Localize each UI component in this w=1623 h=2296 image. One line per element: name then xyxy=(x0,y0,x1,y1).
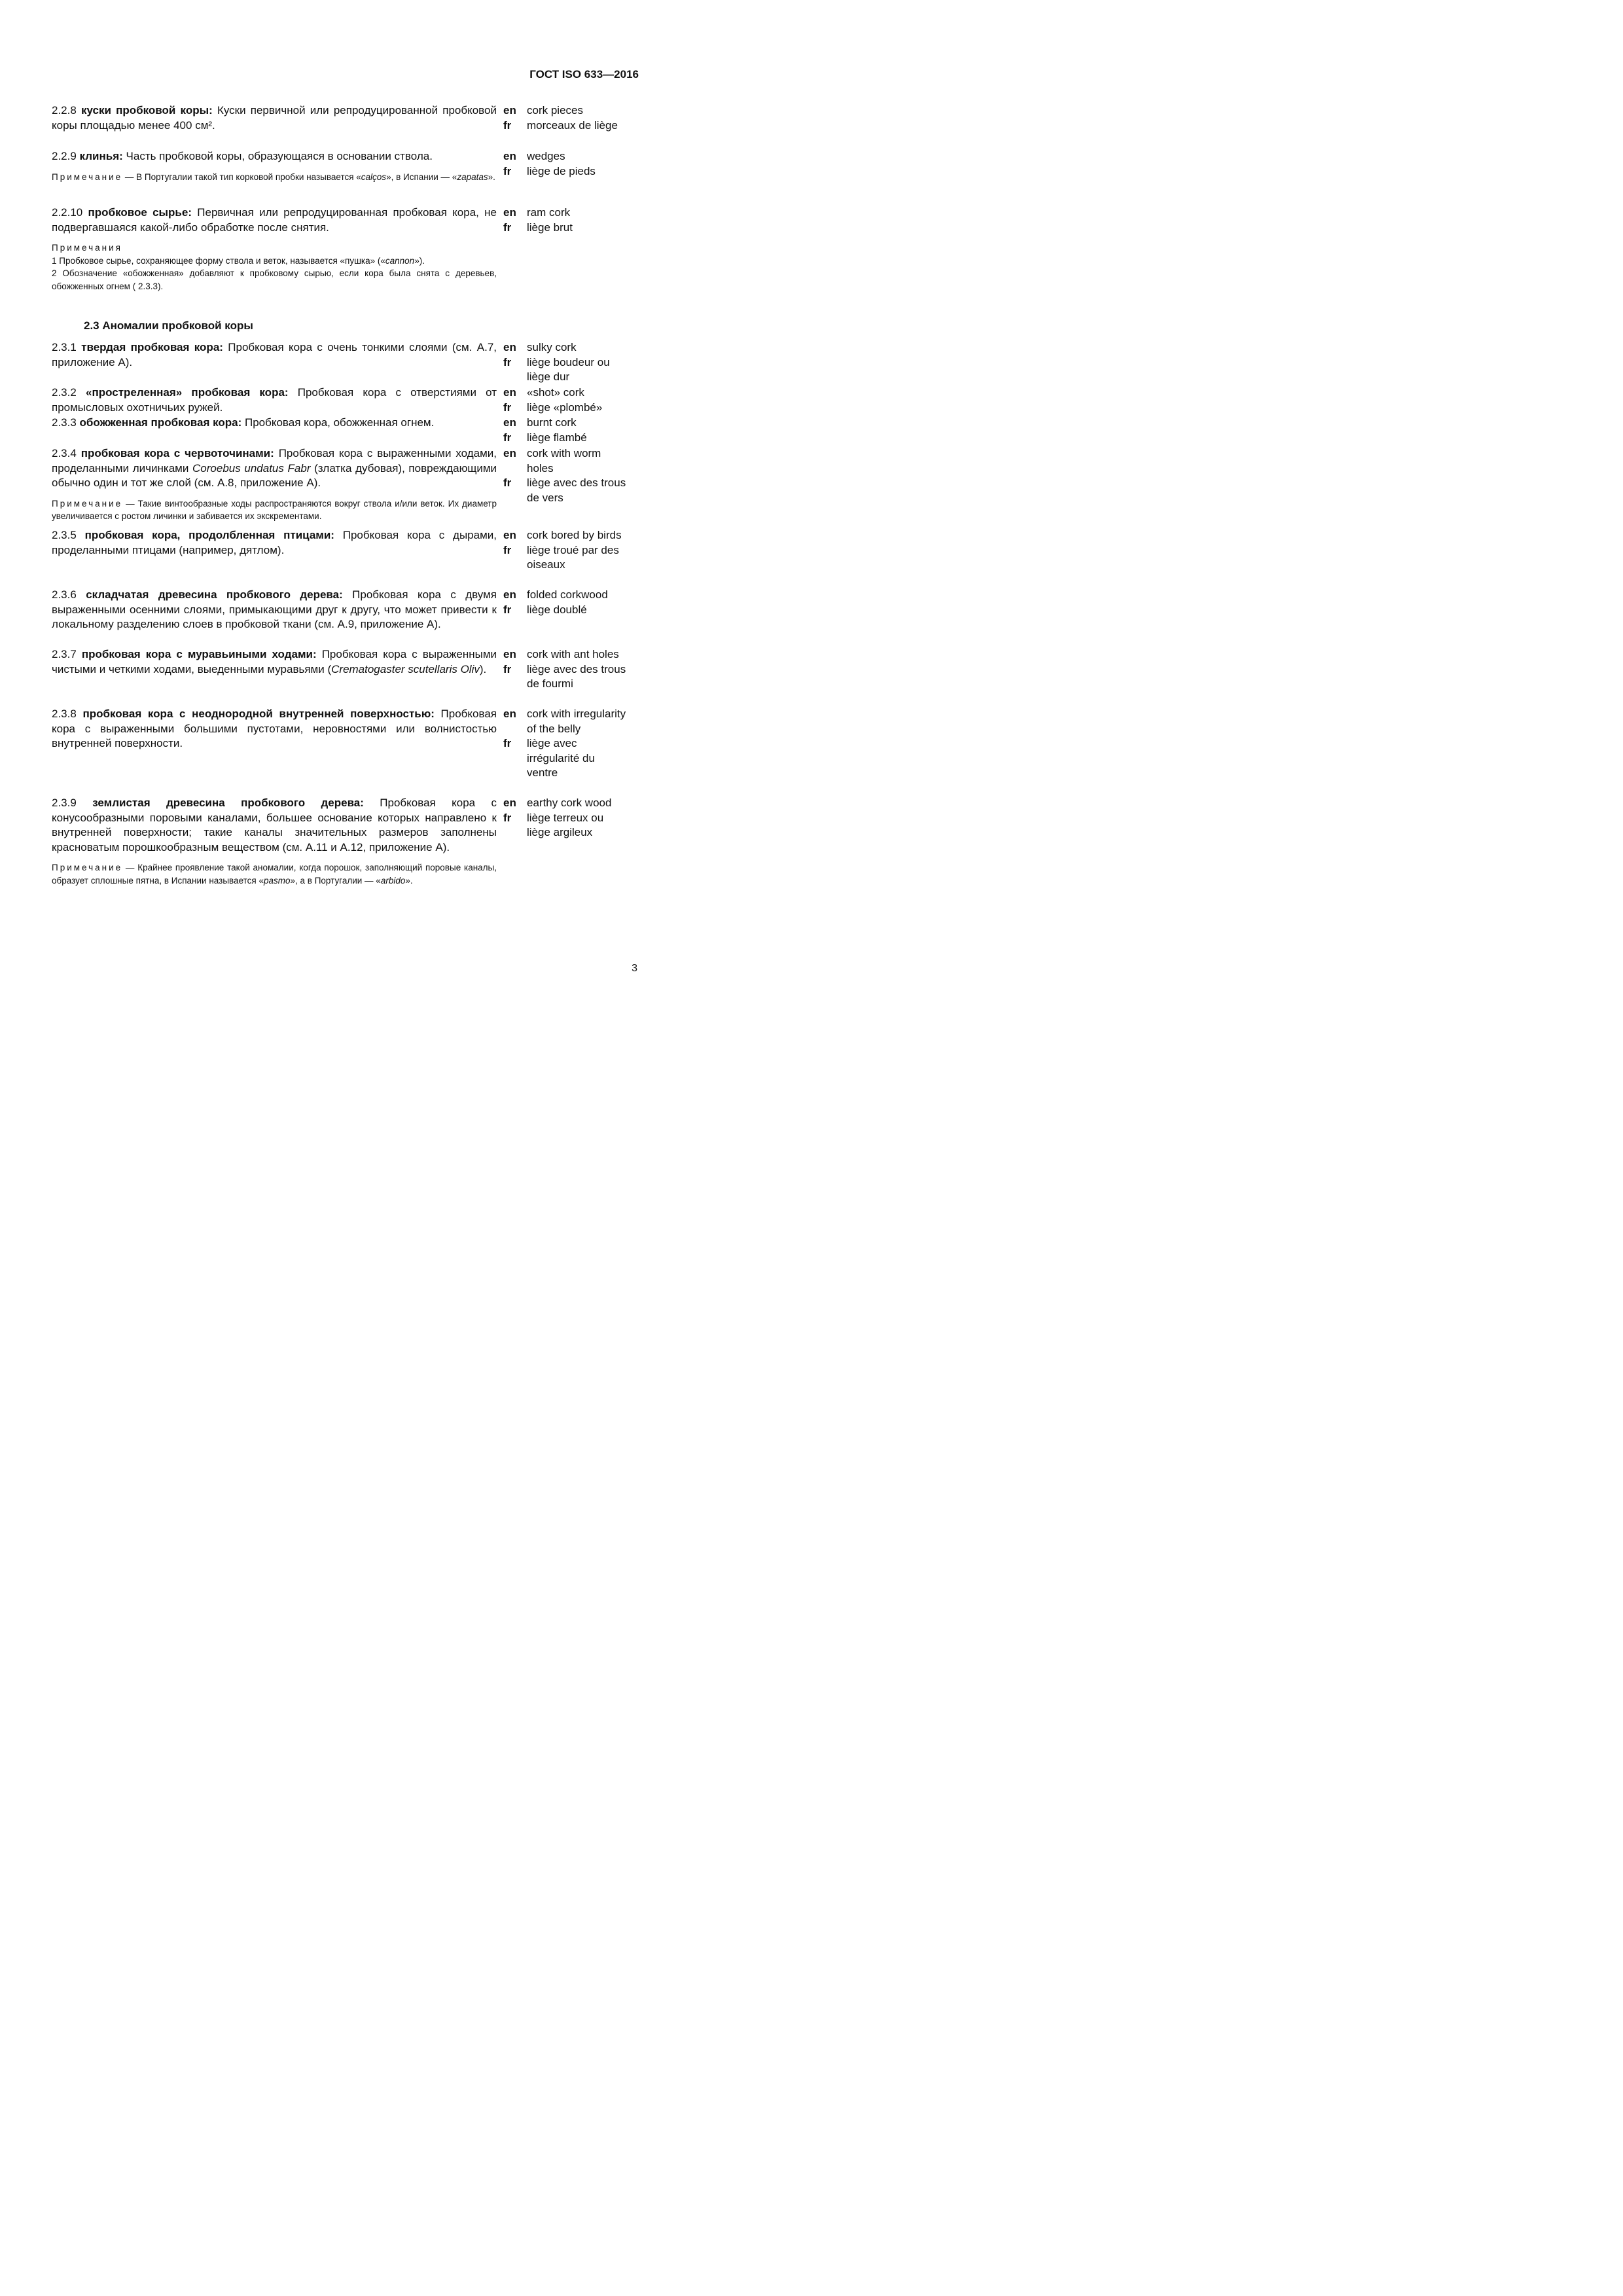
definition-text xyxy=(52,386,497,415)
note: Примечание — В Португалии такой тип корковой пробки называется «calços», в Испании — «zapatas». xyxy=(52,171,495,182)
translations xyxy=(503,588,628,617)
term-number: 2.3.1 xyxy=(52,341,77,353)
lang-code-fr: fr xyxy=(503,603,512,616)
species-name: Crematogaster scutellaris Oliv xyxy=(331,662,480,675)
species-name: Coroebus undatus Fabr xyxy=(192,461,311,475)
document-page xyxy=(0,0,722,1022)
term-number: 2.3.3 xyxy=(52,416,77,429)
english-term: cork with ant holes xyxy=(527,648,619,660)
lang-code-fr: fr xyxy=(503,431,512,444)
term-number: 2.3.9 xyxy=(52,797,77,809)
lang-code-fr: fr xyxy=(503,737,512,749)
english-term: burnt cork xyxy=(527,416,577,429)
term-name: пробковая кора с червоточинами: xyxy=(80,447,274,459)
definition-text xyxy=(52,528,497,558)
definition-text xyxy=(52,340,497,370)
lang-code-en: en xyxy=(503,104,516,117)
english-term: earthy cork wood xyxy=(527,797,612,809)
term-number: 2.3.6 xyxy=(52,588,77,601)
english-term: wedges xyxy=(527,150,565,162)
definition-text: 2.3.7 пробковая кора с муравьиными ходами: Пробковая кора с выраженными чистыми и четкими ходами, выеденными муравьями (Crematogaster scutellaris Oliv). xyxy=(52,648,497,675)
lang-code-fr: fr xyxy=(503,355,512,368)
french-term: liège doublé xyxy=(527,603,587,616)
term-name: землистая древесина пробкового дерева: xyxy=(92,797,364,809)
term-name: «простреленная» пробковая кора: xyxy=(85,386,289,399)
note: Примечание — Такие винтообразные ходы распространяются вокруг ствола и/или веток. Их диаметр увеличивается с ростом личинки и забивается их экскрементами. xyxy=(52,498,497,521)
term-name: пробковая кора, продолбленная птицами: xyxy=(84,529,334,541)
term-name: пробковая кора с неоднородной внутренней поверхностью: xyxy=(82,708,435,720)
translations xyxy=(503,340,628,385)
translations xyxy=(503,103,628,133)
french-term: liège troué par des oiseaux xyxy=(527,543,619,571)
lang-code-en: en xyxy=(503,588,516,601)
french-term: liège de pieds xyxy=(527,164,596,177)
term-definition: Часть пробковой коры, образующаяся в основании ствола. xyxy=(122,150,433,162)
french-term: liège avec des trous de vers xyxy=(527,476,626,504)
french-term: liège avec irrégularité du ventre xyxy=(527,737,595,779)
french-term: liège avec des trous de fourmi xyxy=(527,662,626,690)
lang-code-fr: fr xyxy=(503,401,512,414)
term-name: клинья: xyxy=(79,150,123,162)
translations xyxy=(503,149,628,179)
term-name: обожженная пробковая кора: xyxy=(79,416,242,429)
note-2: 2 Обозначение «обожженная» добавляют к пробковому сырью, если кора была снята с деревьев, обожженных огнем ( 2.3.3). xyxy=(52,268,497,291)
definition-text xyxy=(52,416,497,431)
lang-code-en: en xyxy=(503,447,516,459)
lang-code-en: en xyxy=(503,386,516,399)
lang-code-fr: fr xyxy=(503,476,512,489)
lang-code-en: en xyxy=(503,648,516,660)
term-definition: Пробковая кора с выраженными большими пустотами, неровностями или волнистостью внутренней поверхности. xyxy=(52,708,497,749)
translations xyxy=(503,386,628,415)
english-term: «shot» cork xyxy=(527,386,584,399)
lang-code-fr: fr xyxy=(503,118,512,132)
french-term: liège brut xyxy=(527,221,573,234)
definition-text: 2.3.4 пробковая кора с червоточинами: Пробковая кора с выраженными ходами, проделанными личинками Coroebus undatus Fabr (златка дубовая), повреждающими обычно один и тот же слой (см. А.8, приложение А). xyxy=(52,447,497,489)
translations xyxy=(503,446,628,505)
term-definition: Пробковая кора с двумя выраженными осенними слоями, примыкающими друг к другу, что может привести к локальному разделению слоев в пробковой ткани (см. А.9, приложение А). xyxy=(52,588,497,630)
note-label: Примечание xyxy=(52,863,123,872)
lang-code-en: en xyxy=(503,341,516,353)
term-number: 2.2.9 xyxy=(52,150,77,162)
lang-code-fr: fr xyxy=(503,662,512,675)
english-term: cork bored by birds xyxy=(527,529,622,541)
term-definition: Первичная или репродуцированная пробковая кора, не подвергавшаяся какой-либо обработке после снятия. xyxy=(52,206,497,234)
term-number: 2.2.10 xyxy=(52,206,83,219)
term-definition: Куски первичной или репродуцированной пробковой коры площадью менее 400 см². xyxy=(52,104,497,132)
term-name: складчатая древесина пробкового дерева: xyxy=(86,588,343,601)
english-term: cork with worm holes xyxy=(527,447,601,475)
term-definition: Пробковая кора с отверстиями от промысловых охотничьих ружей. xyxy=(52,386,497,414)
translations xyxy=(503,647,628,692)
french-term: liège «plombé» xyxy=(527,401,603,414)
term-number: 2.3.5 xyxy=(52,529,77,541)
english-term: cork with irregularity of the belly xyxy=(527,708,626,735)
term-number: 2.3.8 xyxy=(52,708,77,720)
lang-code-fr: fr xyxy=(503,221,512,234)
term-definition: Пробковая кора, обожженная огнем. xyxy=(241,416,435,429)
lang-code-en: en xyxy=(503,416,516,429)
translations xyxy=(503,796,628,840)
translations xyxy=(503,206,628,235)
notes-heading: Примечания xyxy=(52,243,122,253)
term-definition: Пробковая кора с конусообразными поровыми каналами, большее основание которых направлено к внутренней поверхности; такие каналы значительных размеров заполнены красноватым порошкообразным веществом (см. А.11 и А.12, приложение А). xyxy=(52,797,497,853)
french-term: morceaux de liège xyxy=(527,118,618,132)
definition-text xyxy=(52,103,497,133)
term-name: твердая пробковая кора: xyxy=(81,341,223,353)
definition-text xyxy=(52,149,497,164)
english-term: folded corkwood xyxy=(527,588,608,601)
definition-text xyxy=(52,206,497,235)
lang-code-fr: fr xyxy=(503,164,512,177)
translations xyxy=(503,416,628,445)
term-name: пробковое сырье: xyxy=(88,206,192,219)
lang-code-en: en xyxy=(503,708,516,720)
definition-text xyxy=(52,707,497,751)
french-term: liège boudeur ou liège dur xyxy=(527,355,610,383)
translations xyxy=(503,528,628,573)
english-term: cork pieces xyxy=(527,104,583,117)
term-name: куски пробковой коры: xyxy=(80,104,213,117)
lang-code-en: en xyxy=(503,150,516,162)
french-term: liège flambé xyxy=(527,431,587,444)
term-name: пробковая кора с муравьиными ходами: xyxy=(81,648,317,660)
french-term: liège terreux ou liège argileux xyxy=(527,811,604,838)
note: Примечание — Крайнее проявление такой аномалии, когда порошок, заполняющий поровые каналы, образует сплошные пятна, в Испании называется «pasmo», а в Португалии — «arbido». xyxy=(52,863,497,886)
page-number: 3 xyxy=(632,963,637,974)
lang-code-fr: fr xyxy=(503,811,512,824)
definition-text xyxy=(52,588,497,632)
note-label: Примечание xyxy=(52,498,123,509)
term-number: 2.3.4 xyxy=(52,447,77,459)
note-label: Примечание xyxy=(52,171,123,182)
definition-text xyxy=(52,796,497,855)
standard-header: ГОСТ ISO 633—2016 xyxy=(529,68,639,81)
section-heading: 2.3 Аномалии пробковой коры xyxy=(84,319,253,332)
lang-code-en: en xyxy=(503,797,516,809)
lang-code-en: en xyxy=(503,206,516,219)
term-number: 2.3.7 xyxy=(52,648,77,660)
term-definition: Пробковая кора с очень тонкими слоями (см. А.7, приложение А). xyxy=(52,341,497,368)
translations xyxy=(503,707,628,781)
lang-code-fr: fr xyxy=(503,543,512,556)
lang-code-en: en xyxy=(503,529,516,541)
english-term: ram cork xyxy=(527,206,571,219)
note-1: 1 Пробковое сырье, сохраняющее форму ствола и веток, называется «пушка» («cannon»). xyxy=(52,255,425,266)
term-definition: Пробковая кора с дырами, проделанными птицами (например, дятлом). xyxy=(52,529,497,556)
term-number: 2.3.2 xyxy=(52,386,77,399)
term-number: 2.2.8 xyxy=(52,104,77,117)
english-term: sulky cork xyxy=(527,341,577,353)
